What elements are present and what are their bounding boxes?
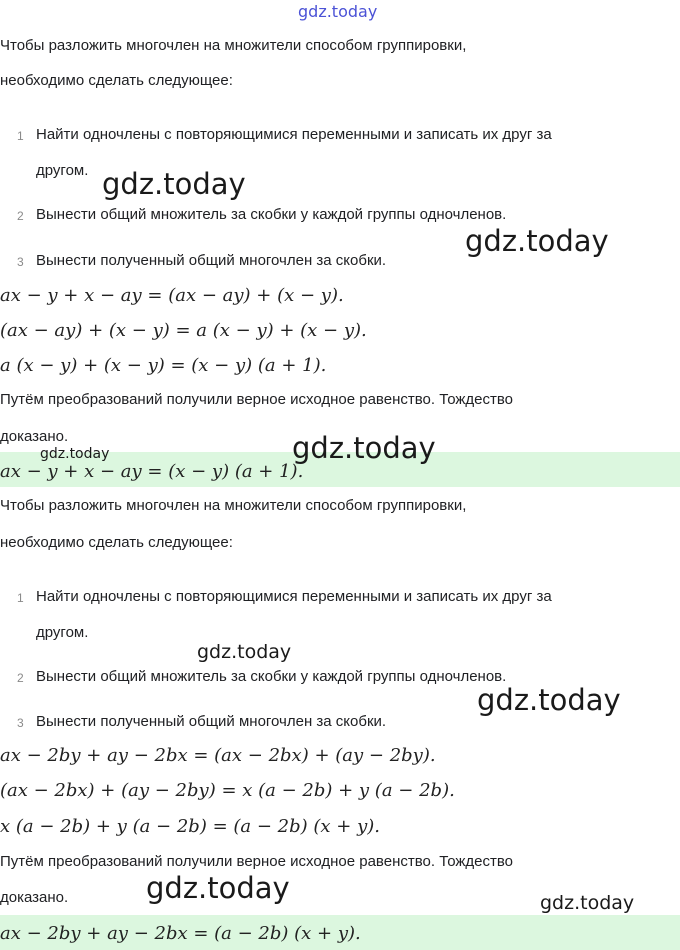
conclusion-line-1: Путём преобразований получили верное исходное равенство. Тождество — [0, 853, 514, 870]
equation: (ax − ay) + (x − y) = a (x − y) + (x − y). — [0, 320, 367, 341]
step-text: Найти одночлены с повторяющимися переменными и записать их друг за — [36, 588, 552, 605]
step-number: 2 — [17, 209, 24, 223]
intro-line-1: Чтобы разложить многочлен на множители способом группировки, — [0, 497, 467, 514]
step-text: Вынести полученный общий многочлен за скобки. — [36, 713, 387, 730]
equation: ax − 2by + ay − 2bx = (ax − 2bx) + (ay − 2by). — [0, 745, 436, 766]
equation: x (a − 2b) + y (a − 2b) = (a − 2b) (x + y). — [0, 816, 380, 837]
watermark-top: gdz.today — [298, 2, 378, 21]
result-equation: ax − y + x − ay = (x − y) (a + 1). — [0, 461, 304, 482]
equation: (ax − 2bx) + (ay − 2by) = x (a − 2b) + y (a − 2b). — [0, 780, 455, 801]
step-text-continued: другом. — [36, 624, 89, 641]
step-number: 2 — [17, 671, 24, 685]
equation: a (x − y) + (x − y) = (x − y) (a + 1). — [0, 355, 327, 376]
watermark: gdz.today — [40, 446, 110, 462]
equation: ax − y + x − ay = (ax − ay) + (x − y). — [0, 285, 344, 306]
conclusion-line-1: Путём преобразований получили верное исходное равенство. Тождество — [0, 391, 514, 408]
step-text-continued: другом. — [36, 162, 89, 179]
watermark: gdz.today — [146, 871, 290, 905]
step-number: 1 — [17, 129, 24, 143]
intro-line-1: Чтобы разложить многочлен на множители способом группировки, — [0, 37, 467, 54]
watermark: gdz.today — [465, 224, 609, 258]
step-number: 3 — [17, 255, 24, 269]
step-number: 3 — [17, 716, 24, 730]
conclusion-line-2: доказано. — [0, 428, 69, 445]
watermark: gdz.today — [292, 431, 436, 465]
step-text: Вынести общий множитель за скобки у каждой группы одночленов. — [36, 668, 507, 685]
watermark: gdz.today — [102, 167, 246, 201]
intro-line-2: необходимо сделать следующее: — [0, 72, 233, 89]
result-equation: ax − 2by + ay − 2bx = (a − 2b) (x + y). — [0, 923, 361, 944]
conclusion-line-2: доказано. — [0, 889, 69, 906]
step-text: Вынести полученный общий многочлен за скобки. — [36, 252, 387, 269]
watermark: gdz.today — [197, 641, 292, 663]
step-text: Вынести общий множитель за скобки у каждой группы одночленов. — [36, 206, 507, 223]
intro-line-2: необходимо сделать следующее: — [0, 534, 233, 551]
step-number: 1 — [17, 591, 24, 605]
watermark: gdz.today — [540, 892, 635, 914]
watermark: gdz.today — [477, 683, 621, 717]
step-text: Найти одночлены с повторяющимися переменными и записать их друг за — [36, 126, 552, 143]
